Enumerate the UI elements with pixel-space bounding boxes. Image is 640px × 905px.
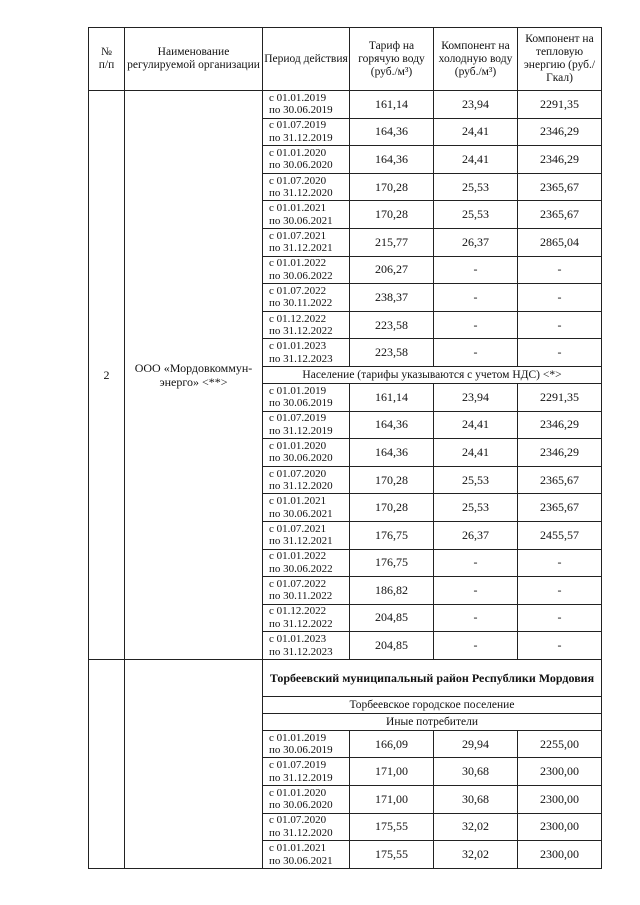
period-from: с 01.01.2020 [269, 146, 327, 159]
cold-water-component-cell: - [434, 284, 518, 312]
cold-water-component-cell: 25,53 [434, 173, 518, 201]
heat-energy-component-cell: 2346,29 [518, 439, 602, 467]
period-from: с 01.07.2019 [269, 759, 327, 772]
cold-water-component-cell: 26,37 [434, 521, 518, 549]
period-to: по 30.06.2019 [269, 397, 333, 410]
hot-water-tariff-cell: 223,58 [350, 339, 434, 367]
hot-water-tariff-cell: 223,58 [350, 311, 434, 339]
period-cell [263, 201, 350, 229]
cold-water-component-cell: 24,41 [434, 411, 518, 439]
hot-water-tariff-cell: 206,27 [350, 256, 434, 284]
period-to: по 31.12.2023 [269, 352, 333, 365]
heat-energy-component-cell: 2455,57 [518, 521, 602, 549]
period-from: с 01.07.2020 [269, 467, 327, 480]
heat-energy-component-cell: 2365,67 [518, 173, 602, 201]
cold-water-component-cell: 29,94 [434, 730, 518, 758]
period-from: с 01.01.2019 [269, 384, 327, 397]
heat-energy-component-cell: - [518, 604, 602, 632]
period-cell [263, 91, 350, 119]
cold-water-component-cell: - [434, 577, 518, 605]
header-hot-water: Тариф на горячую воду (руб./м³) [350, 28, 434, 91]
heat-energy-component-cell: - [518, 577, 602, 605]
cold-water-component-cell: 26,37 [434, 228, 518, 256]
hot-water-tariff-cell: 215,77 [350, 228, 434, 256]
hot-water-tariff-cell: 175,55 [350, 841, 434, 869]
cold-water-component-cell: 25,53 [434, 494, 518, 522]
period-to: по 31.12.2021 [269, 535, 333, 548]
period-cell [263, 383, 350, 411]
period-cell [263, 118, 350, 146]
hot-water-tariff-cell: 164,36 [350, 411, 434, 439]
period-to: по 30.06.2020 [269, 799, 333, 812]
cold-water-component-cell: 24,41 [434, 118, 518, 146]
region-title-row [89, 659, 602, 696]
hot-water-tariff-cell: 176,75 [350, 549, 434, 577]
period-to: по 31.12.2022 [269, 617, 333, 630]
period-cell [263, 146, 350, 174]
period-cell [263, 339, 350, 367]
organization-name-cell: ООО «Мордовкоммун-энерго» <**> [125, 91, 263, 660]
period-cell [263, 439, 350, 467]
cold-water-component-cell: 30,68 [434, 758, 518, 786]
heat-energy-component-cell: 2255,00 [518, 730, 602, 758]
heat-energy-component-cell: 2365,67 [518, 201, 602, 229]
cold-water-component-cell: 24,41 [434, 439, 518, 467]
period-from: с 01.01.2019 [269, 91, 327, 104]
period-cell [263, 632, 350, 660]
period-to: по 31.12.2019 [269, 131, 333, 144]
heat-energy-component-cell: 2300,00 [518, 786, 602, 814]
period-from: с 01.01.2021 [269, 842, 327, 855]
heat-energy-component-cell: 2346,29 [518, 118, 602, 146]
hot-water-tariff-cell: 164,36 [350, 146, 434, 174]
period-to: по 30.06.2022 [269, 269, 333, 282]
hot-water-tariff-cell: 186,82 [350, 577, 434, 605]
hot-water-tariff-cell: 171,00 [350, 758, 434, 786]
period-to: по 30.06.2020 [269, 452, 333, 465]
period-to: по 30.06.2020 [269, 159, 333, 172]
consumers-label: Иные потребители [263, 713, 602, 730]
period-from: с 01.01.2022 [269, 257, 327, 270]
period-to: по 30.11.2022 [269, 590, 333, 603]
heat-energy-component-cell: 2300,00 [518, 841, 602, 869]
period-to: по 31.12.2023 [269, 645, 333, 658]
period-cell [263, 228, 350, 256]
heat-energy-component-cell: 2291,35 [518, 91, 602, 119]
heat-energy-component-cell: - [518, 549, 602, 577]
cold-water-component-cell: 32,02 [434, 813, 518, 841]
period-to: по 30.06.2019 [269, 104, 333, 117]
heat-energy-component-cell: 2346,29 [518, 146, 602, 174]
period-to: по 31.12.2022 [269, 325, 333, 338]
cold-water-component-cell: 24,41 [434, 146, 518, 174]
period-to: по 30.06.2022 [269, 562, 333, 575]
period-to: по 31.12.2021 [269, 242, 333, 255]
cold-water-component-cell: - [434, 339, 518, 367]
period-from: с 01.01.2022 [269, 550, 327, 563]
period-from: с 01.07.2020 [269, 174, 327, 187]
cold-water-component-cell: 30,68 [434, 786, 518, 814]
period-from: с 01.07.2021 [269, 522, 327, 535]
period-from: с 01.12.2022 [269, 312, 327, 325]
settlement-label: Торбеевское городское поселение [263, 696, 602, 713]
hot-water-tariff-cell: 204,85 [350, 604, 434, 632]
cold-water-component-cell: - [434, 632, 518, 660]
heat-energy-component-cell: - [518, 311, 602, 339]
period-cell [263, 173, 350, 201]
period-to: по 30.06.2021 [269, 507, 333, 520]
hot-water-tariff-cell: 170,28 [350, 201, 434, 229]
period-cell [263, 604, 350, 632]
period-to: по 30.06.2019 [269, 744, 333, 757]
period-from: с 01.07.2019 [269, 119, 327, 132]
period-from: с 01.07.2022 [269, 284, 327, 297]
row-number-cell: 2 [89, 91, 125, 660]
period-from: с 01.01.2023 [269, 633, 327, 646]
hot-water-tariff-cell: 204,85 [350, 632, 434, 660]
heat-energy-component-cell: 2865,04 [518, 228, 602, 256]
cold-water-component-cell: - [434, 549, 518, 577]
cold-water-component-cell: 23,94 [434, 383, 518, 411]
period-cell [263, 841, 350, 869]
period-to: по 30.06.2021 [269, 214, 333, 227]
hot-water-tariff-cell: 161,14 [350, 91, 434, 119]
hot-water-tariff-cell: 176,75 [350, 521, 434, 549]
cold-water-component-cell: - [434, 604, 518, 632]
heat-energy-component-cell: - [518, 632, 602, 660]
tariff-table [88, 27, 602, 869]
period-from: с 01.01.2021 [269, 495, 327, 508]
period-to: по 31.12.2020 [269, 826, 333, 839]
cold-water-component-cell: - [434, 256, 518, 284]
period-cell [263, 758, 350, 786]
hot-water-tariff-cell: 161,14 [350, 383, 434, 411]
period-from: с 01.12.2022 [269, 605, 327, 618]
cold-water-component-cell: - [434, 311, 518, 339]
heat-energy-component-cell: 2300,00 [518, 758, 602, 786]
organization-name-cell-empty [125, 659, 263, 868]
period-to: по 31.12.2020 [269, 187, 333, 200]
period-to: по 31.12.2020 [269, 480, 333, 493]
population-label: Население (тарифы указываются с учетом НДС) <*> [263, 366, 602, 383]
cold-water-component-cell: 32,02 [434, 841, 518, 869]
header-organization: Наименование регулируемой организации [125, 28, 263, 91]
period-to: по 30.06.2021 [269, 854, 333, 867]
period-cell [263, 284, 350, 312]
hot-water-tariff-cell: 238,37 [350, 284, 434, 312]
header-heat-energy: Компонент на тепловую энергию (руб./Гкал) [518, 28, 602, 91]
cold-water-component-cell: 25,53 [434, 466, 518, 494]
period-cell [263, 256, 350, 284]
period-to: по 31.12.2019 [269, 771, 333, 784]
hot-water-tariff-cell: 171,00 [350, 786, 434, 814]
period-from: с 01.07.2022 [269, 577, 327, 590]
header-period: Период действия [263, 28, 350, 91]
hot-water-tariff-cell: 175,55 [350, 813, 434, 841]
table-row [89, 91, 602, 119]
hot-water-tariff-cell: 166,09 [350, 730, 434, 758]
period-cell [263, 466, 350, 494]
cold-water-component-cell: 23,94 [434, 91, 518, 119]
heat-energy-component-cell: - [518, 339, 602, 367]
period-cell [263, 521, 350, 549]
period-cell [263, 549, 350, 577]
hot-water-tariff-cell: 164,36 [350, 439, 434, 467]
heat-energy-component-cell: 2365,67 [518, 466, 602, 494]
period-from: с 01.01.2021 [269, 202, 327, 215]
period-from: с 01.07.2019 [269, 412, 327, 425]
period-from: с 01.07.2021 [269, 229, 327, 242]
period-cell [263, 577, 350, 605]
row-number-cell-empty [89, 659, 125, 868]
period-cell [263, 411, 350, 439]
period-cell [263, 730, 350, 758]
period-cell [263, 813, 350, 841]
period-from: с 01.01.2020 [269, 786, 327, 799]
period-from: с 01.01.2023 [269, 340, 327, 353]
hot-water-tariff-cell: 170,28 [350, 494, 434, 522]
period-to: по 31.12.2019 [269, 424, 333, 437]
cold-water-component-cell: 25,53 [434, 201, 518, 229]
period-cell [263, 311, 350, 339]
heat-energy-component-cell: 2346,29 [518, 411, 602, 439]
heat-energy-component-cell: 2300,00 [518, 813, 602, 841]
hot-water-tariff-cell: 170,28 [350, 466, 434, 494]
heat-energy-component-cell: - [518, 256, 602, 284]
period-from: с 01.07.2020 [269, 814, 327, 827]
period-from: с 01.01.2020 [269, 439, 327, 452]
region-title: Торбеевский муниципальный район Республики Мордовия [263, 659, 602, 696]
hot-water-tariff-cell: 170,28 [350, 173, 434, 201]
table-header-row [89, 28, 602, 91]
heat-energy-component-cell: 2365,67 [518, 494, 602, 522]
hot-water-tariff-cell: 164,36 [350, 118, 434, 146]
period-from: с 01.01.2019 [269, 731, 327, 744]
header-number: № п/п [89, 28, 125, 91]
period-to: по 30.11.2022 [269, 297, 333, 310]
header-cold-water: Компонент на холодную воду (руб./м³) [434, 28, 518, 91]
period-cell [263, 786, 350, 814]
heat-energy-component-cell: 2291,35 [518, 383, 602, 411]
heat-energy-component-cell: - [518, 284, 602, 312]
period-cell [263, 494, 350, 522]
